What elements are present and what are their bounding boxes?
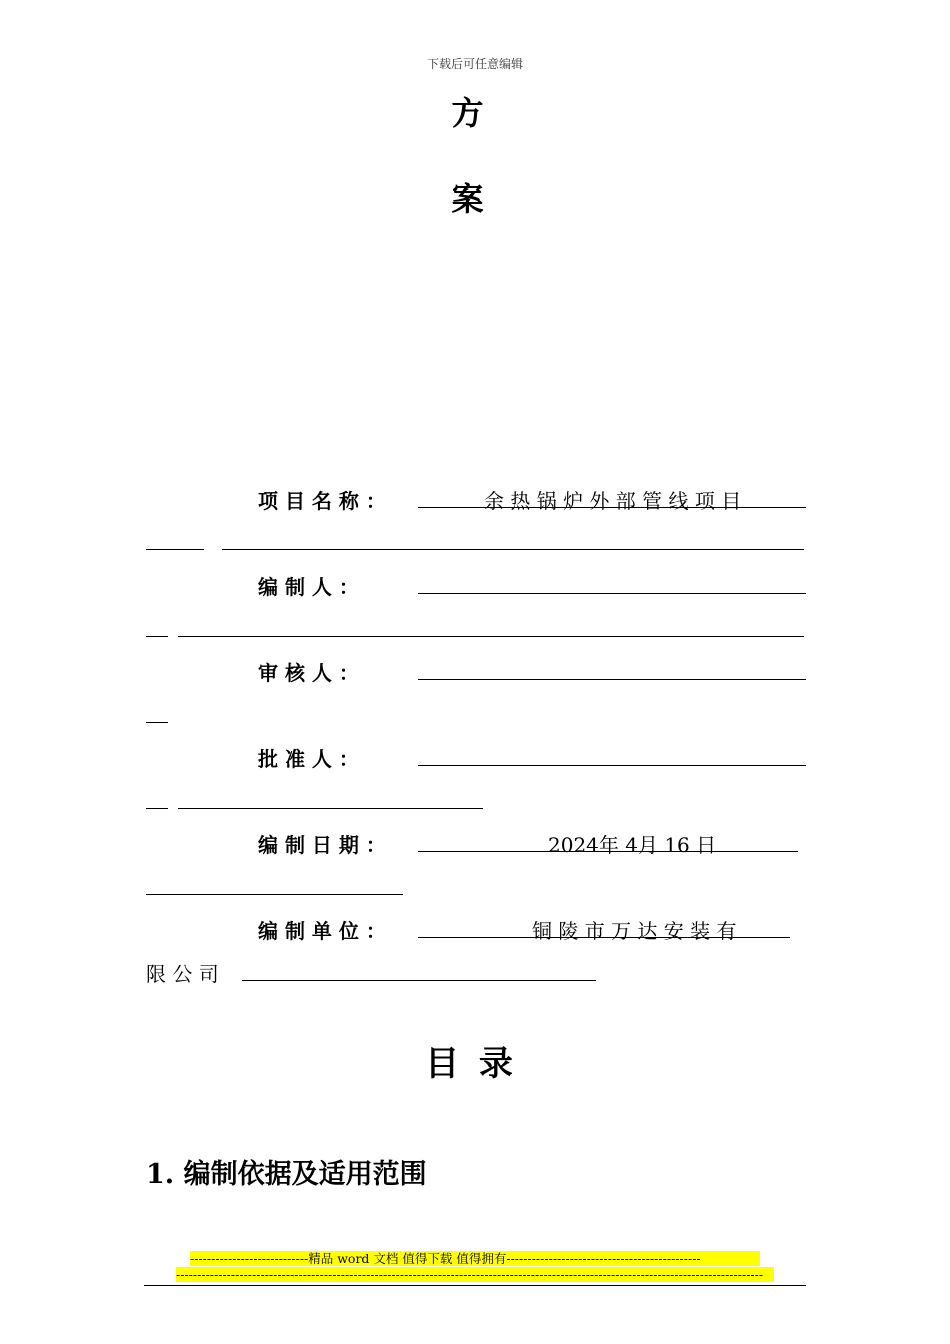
continuation-line <box>146 894 403 895</box>
footer-banner-line2: ------------------------------------------------------------------------------------------------------------------------------------------- <box>176 1267 774 1282</box>
unit-underline-2 <box>242 980 596 981</box>
unit-value-line1: 铜 陵 市 万 达 安 装 有 <box>532 919 737 943</box>
footer-banner-line1: ----------------------------精品 word 文档 值得下载 值得拥有---------------------------------------------- <box>190 1251 760 1266</box>
continuation-line <box>146 636 168 637</box>
unit-underline <box>418 937 790 938</box>
approver-underline <box>418 765 806 766</box>
reviewer-underline <box>418 679 806 680</box>
date-value: 2024年 4月 16 日 <box>548 833 717 857</box>
date-label: 编 制 日 期 ： <box>258 833 386 857</box>
date-underline <box>418 851 798 852</box>
unit-value-line2: 限 公 司 <box>146 962 219 986</box>
editor-label: 编 制 人 ： <box>258 575 359 599</box>
continuation-line <box>146 808 168 809</box>
unit-label: 编 制 单 位 ： <box>258 919 386 943</box>
toc-title: 目 录 <box>425 1044 517 1084</box>
project-name-value: 余 热 锅 炉 外 部 管 线 项 目 <box>484 489 742 513</box>
project-name-underline <box>418 507 806 508</box>
title-char-1: 方 <box>451 94 484 132</box>
continuation-line <box>146 722 168 723</box>
editor-underline <box>418 593 806 594</box>
approver-label: 批 准 人 ： <box>258 747 359 771</box>
continuation-line <box>178 808 483 809</box>
project-name-label: 项 目 名 称 ： <box>258 489 386 513</box>
title-char-2: 案 <box>451 180 484 218</box>
footer-rule <box>144 1285 806 1286</box>
continuation-line <box>222 549 804 550</box>
continuation-line <box>146 549 204 550</box>
continuation-line <box>178 636 804 637</box>
header-note: 下载后可任意编辑 <box>426 57 523 71</box>
reviewer-label: 审 核 人 ： <box>258 661 359 685</box>
section-heading-1: 1. 编制依据及适用范围 <box>146 1159 427 1190</box>
